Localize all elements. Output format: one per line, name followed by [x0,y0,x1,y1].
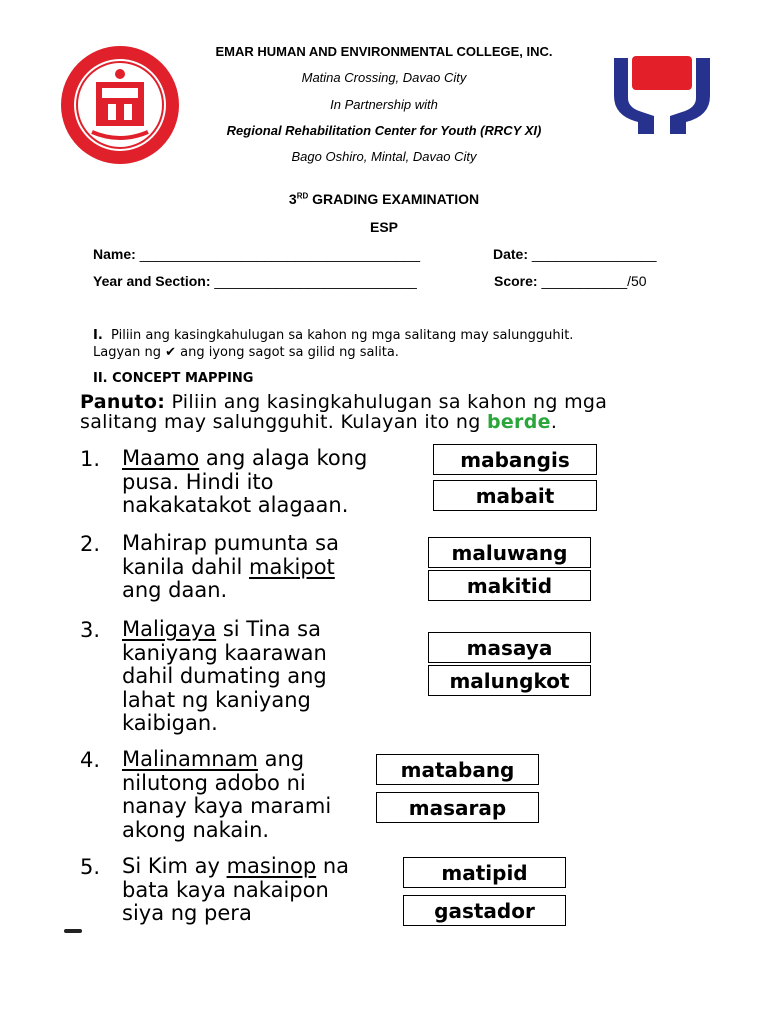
item-4-choice-a[interactable]: matabang [376,754,539,785]
center-location: Bago Oshiro, Mintal, Davao City [291,149,477,164]
college-location: Matina Crossing, Davao City [301,70,467,85]
section1-instruction-line2: Lagyan ng ✔ ang iyong sagot sa gilid ng salita. [93,345,399,360]
section2-title: II. CONCEPT MAPPING [93,371,254,386]
item-3-sentence: Maligaya si Tina sa kaniyang kaarawan dahil dumating ang lahat ng kaniyang kaibigan. [122,617,327,735]
item-1-choice-b[interactable]: mabait [433,480,597,511]
name-field[interactable]: Name: ____________________________________ [93,246,420,262]
item-2-choice-b[interactable]: makitid [428,570,591,601]
panuto-line1: Panuto: Piliin ang kasingkahulugan sa kahon ng mga [80,391,608,413]
college-name: EMAR HUMAN AND ENVIRONMENTAL COLLEGE, INC. [215,44,553,59]
section1-instruction-line1: I. Piliin ang kasingkahulugan sa kahon ng mga salitang may salungguhit. [93,328,574,343]
scan-mark [64,929,82,933]
item-4-number: 4. [80,748,101,772]
item-5-choice-a[interactable]: matipid [403,857,566,888]
item-1-choice-a[interactable]: mabangis [433,444,597,475]
item-1-sentence: Maamo ang alaga kong pusa. Hindi ito nakakatakot alagaan. [122,446,368,517]
year-section-field[interactable]: Year and Section: __________________________ [93,273,417,289]
item-5-choice-b[interactable]: gastador [403,895,566,926]
item-5-sentence: Si Kim ay masinop na bata kaya nakaipon siya ng pera [122,854,350,925]
item-1-key-word: Maamo [122,446,200,470]
item-3-key-word: Maligaya [122,617,217,641]
item-2-choice-a[interactable]: maluwang [428,537,591,568]
partnership-text: In Partnership with [330,97,438,112]
item-3-choice-b[interactable]: malungkot [428,665,591,696]
item-2-key-word: makipot [249,554,335,579]
exam-title: 3RD GRADING EXAMINATION [288,191,480,207]
item-3-choice-a[interactable]: masaya [428,632,591,663]
item-4-sentence: Malinamnam ang nilutong adobo ni nanay kaya marami akong nakain. [122,747,332,842]
item-4-choice-b[interactable]: masarap [376,792,539,823]
panuto-line2: salitang may salungguhit. Kulayan ito ng berde. [80,411,558,433]
item-4-key-word: Malinamnam [122,747,258,771]
date-field[interactable]: Date: ________________ [493,246,657,262]
center-name: Regional Rehabilitation Center for Youth (RRCY XI) [226,123,542,138]
item-5-number: 5. [80,855,101,879]
item-2-sentence: Mahirap pumunta sa kanila dahil makipot ang daan. [122,531,339,602]
item-1-number: 1. [80,447,101,471]
score-field[interactable]: Score: ___________/50 [494,273,647,289]
item-5-key-word: masinop [226,854,317,878]
item-2-number: 2. [80,532,101,556]
exam-subject: ESP [369,219,398,235]
item-3-number: 3. [80,618,101,642]
